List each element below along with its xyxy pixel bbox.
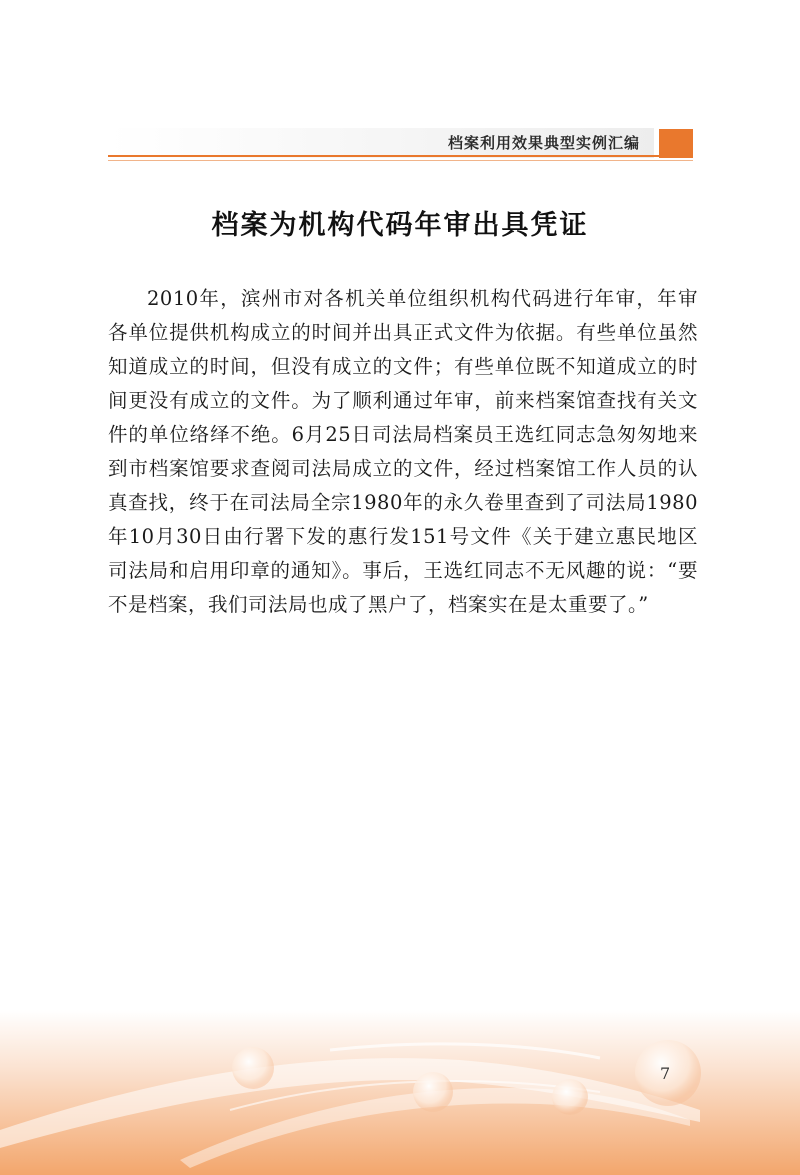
running-header-title: 档案利用效果典型实例汇编 (447, 134, 640, 152)
page-number: 7 (660, 1064, 671, 1083)
header-rule-thin (108, 160, 693, 161)
header-rule (108, 155, 693, 157)
header-accent-block (659, 129, 693, 158)
article-title: 档案为机构代码年审出具凭证 (211, 210, 589, 241)
article-body: 2010年，滨州市对各机关单位组织机构代码进行年审，年审各单位提供机构成立的时间并出具正式文件为依据。有些单位虽然知道成立的时间，但没有成立的文件；有些单位既不知道成立的时间更没有成立的文件。为了顺利通过年审，前来档案馆查找有关文件的单位络绎不绝。6月25日司法局档案员王选红同志急匆匆地来到市档案馆要求查阅司法局成立的文件，经过档案馆工作人员的认真查找，终于在司法局全宗1980年的永久卷里查到了司法局1980年10月30日由行署下发的惠行发151号文件《关于建立惠民地区司法局和启用印章的通知》。事后，王选红同志不无风趣的说：“要不是档案，我们司法局也成了黑户了，档案实在是太重要了。” (108, 287, 698, 616)
footer-decoration (0, 1010, 800, 1175)
